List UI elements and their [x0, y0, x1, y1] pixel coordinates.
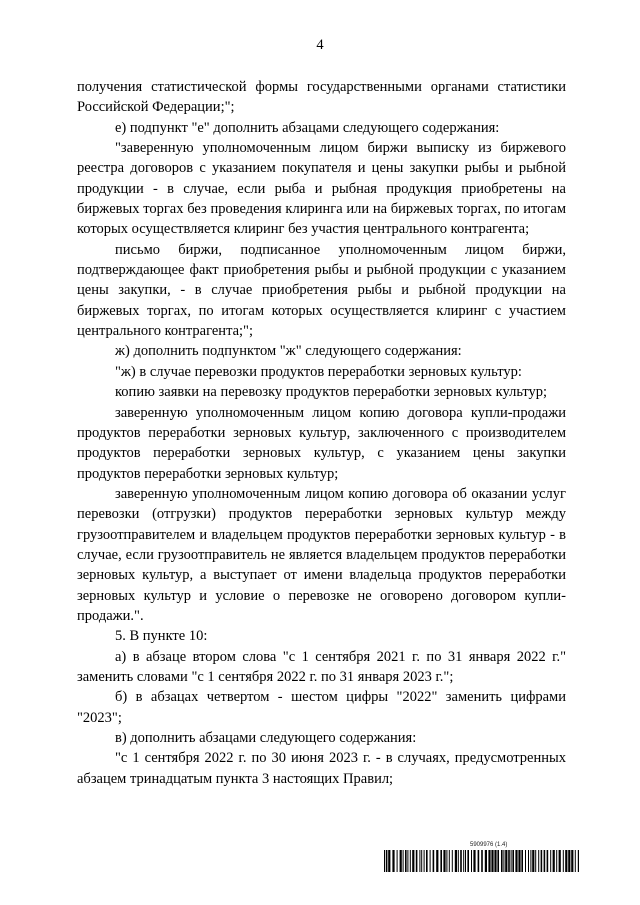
paragraph: е) подпункт "е" дополнить абзацами следующего содержания: [115, 119, 500, 136]
paragraph: б) в абзацах четвертом - шестом цифры "2022" заменить цифрами "2023"; [77, 689, 566, 726]
paragraph: "заверенную уполномоченным лицом биржи выписку из биржевого реестра договоров с указанием покупателя и цены закупки рыбы и рыбной продукции - в случае, если рыба и рыбная продукция приобретены на биржевых торгах без проведения клиринга или на биржевых торгах, по итогам которых осуществляется клиринг без участия центрального контрагента; [77, 140, 566, 238]
paragraph: а) в абзаце втором слова "с 1 сентября 2021 г. по 31 января 2022 г." заменить словами "с 1 сентября 2022 г. по 31 января 2023 г."; [77, 648, 566, 685]
paragraph: письмо биржи, подписанное уполномоченным лицом биржи, подтверждающее факт приобретения рыбы и рыбной продукции с указанием цены закупки, - в случае приобретения рыбы и рыбной продукции на биржевых торгах, по итогам которых осуществляется клиринг с участием центрального контрагента;"; [77, 241, 566, 340]
paragraph: в) дополнить абзацами следующего содержания: [115, 730, 417, 746]
paragraph: "с 1 сентября 2022 г. по 30 июня 2023 г. - в случаях, предусмотренных абзацем тринадцатым пункта 3 настоящих Правил; [77, 750, 566, 787]
paragraph: "ж) в случае перевозки продуктов переработки зерновых культур: [115, 363, 522, 380]
page-number: 4 [316, 37, 324, 53]
paragraph: заверенную уполномоченным лицом копию договора об оказании услуг перевозки (отгрузки) продуктов переработки зерновых культур между грузоотправителем и владельцем продуктов переработки зерновых культур - в случае, если грузоотправитель не является владельцем продуктов переработки зерновых культур, а выступает от имени владельца продуктов переработки зерновых культур и условие о перевозке не оговорено договором купли-продажи.". [77, 485, 566, 624]
paragraph: получения статистической формы государственными органами статистики Российской Федерации;"; [77, 79, 566, 116]
barcode-image [384, 850, 579, 872]
paragraph: 5. В пункте 10: [115, 628, 208, 645]
document-body [77, 77, 566, 789]
paragraph: ж) дополнить подпунктом "ж" следующего содержания: [115, 343, 462, 360]
paragraph: копию заявки на перевозку продуктов переработки зерновых культур; [115, 384, 548, 401]
paragraph: заверенную уполномоченным лицом копию договора купли-продажи продуктов переработки зерновых культур, заключенного с производителем продуктов переработки зерновых культур, с указанием цены закупки продуктов переработки зерновых культур; [77, 404, 566, 482]
barcode-label: 5909976 (1.4) [470, 842, 508, 848]
